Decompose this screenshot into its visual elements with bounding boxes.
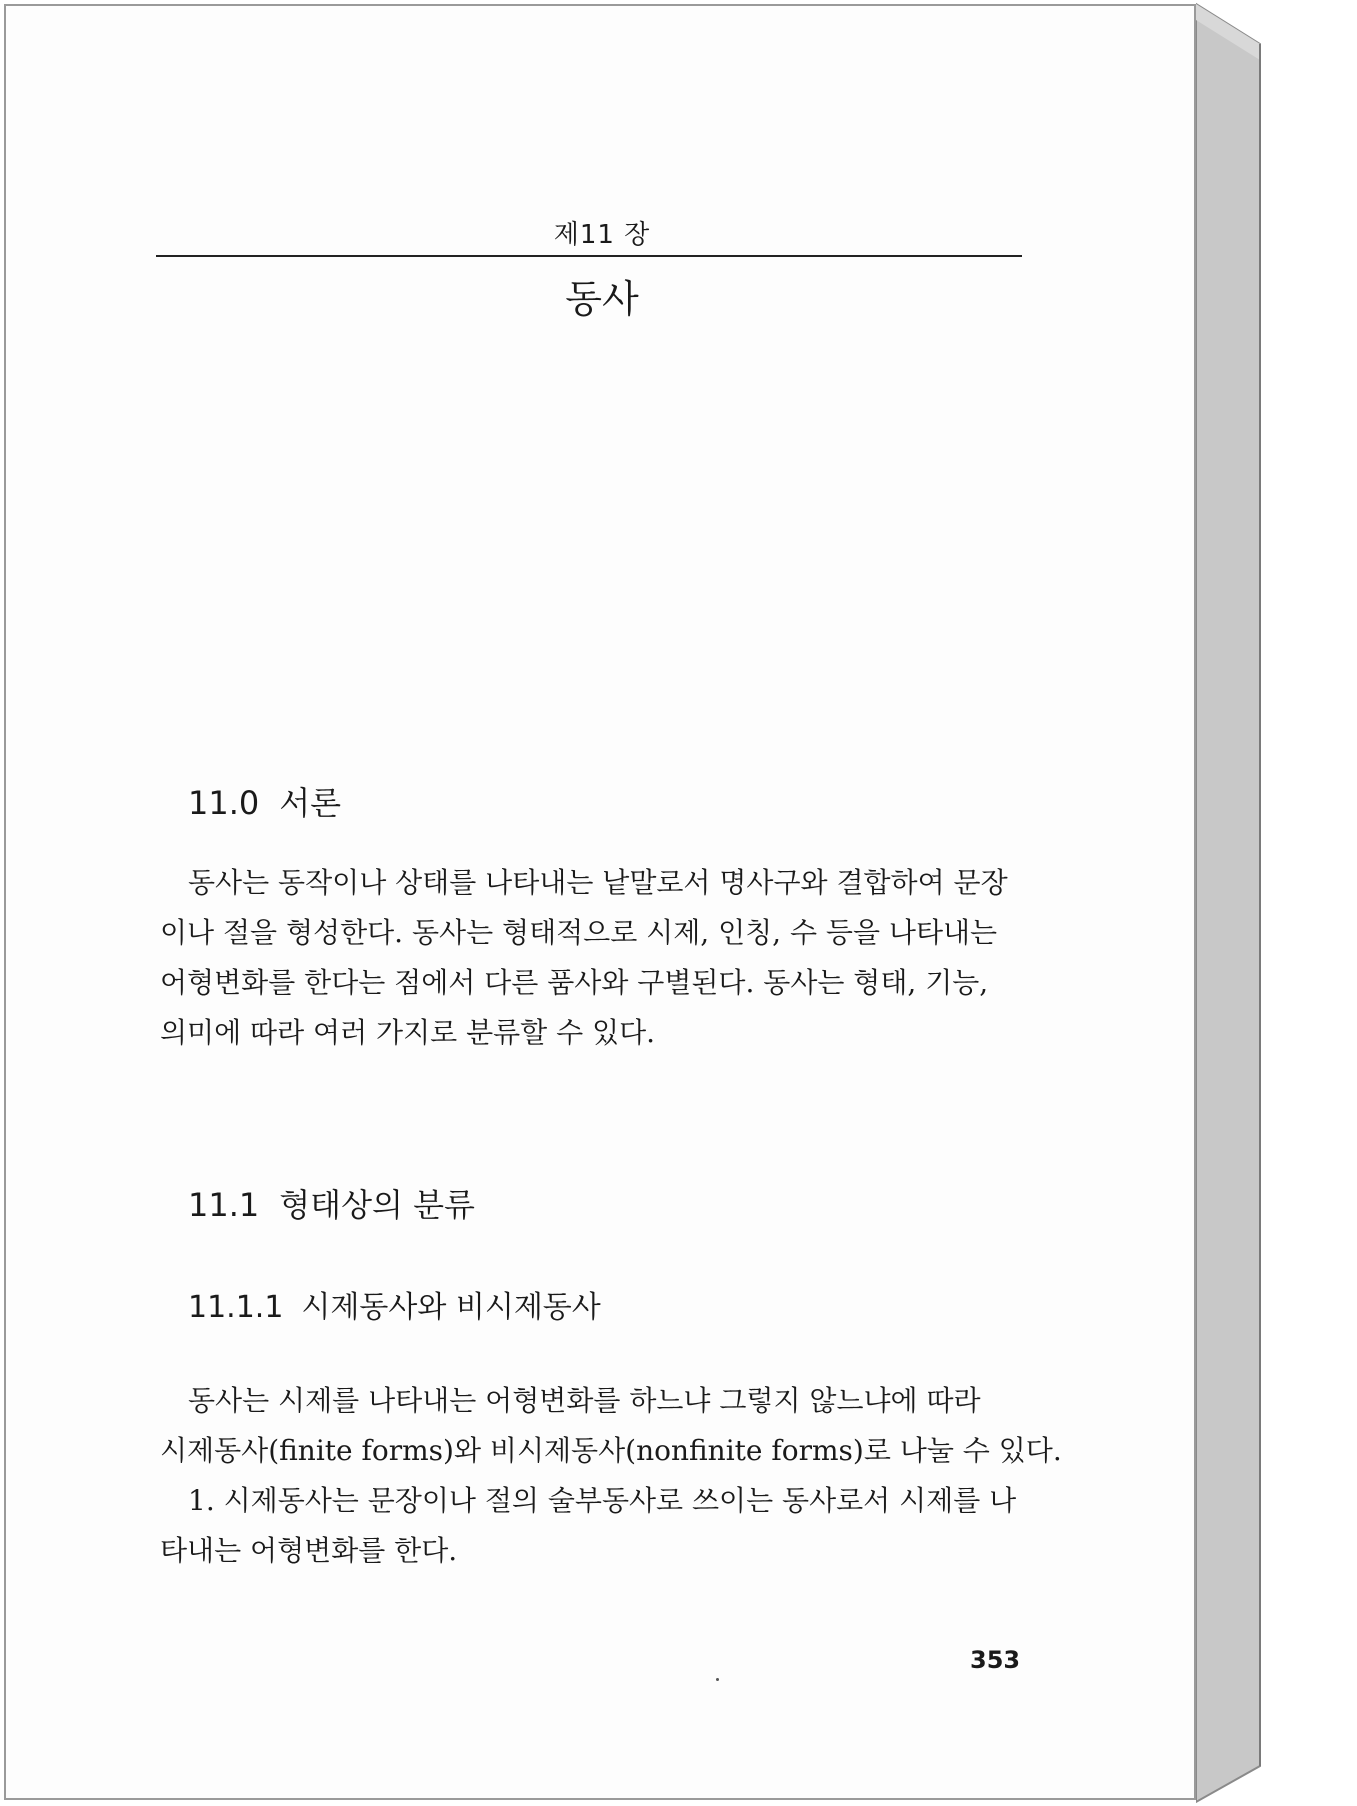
paragraph-line: 의미에 따라 여러 가지로 분류할 수 있다. — [160, 1016, 656, 1049]
subsection-title: 시제동사와 비시제동사 — [301, 1290, 601, 1325]
finite-verb-definition-paragraph — [160, 1476, 1024, 1576]
print-speck — [716, 1678, 719, 1681]
paragraph-line: 이나 절을 형성한다. 동사는 형태적으로 시제, 인칭, 수 등을 나타내는 — [160, 916, 998, 949]
paragraph-line: 시제동사(finite forms)와 비시제동사(nonfinite forms)로 나눌 수 있다. — [160, 1434, 1062, 1467]
paragraph-line: 1. 시제동사는 문장이나 절의 술부동사로 쓰이는 동사로서 시제를 나 — [188, 1484, 1017, 1517]
subsection-heading-11-1-1 — [188, 1282, 601, 1326]
section-heading-11-1 — [188, 1180, 475, 1226]
section-title: 형태상의 분류 — [279, 1186, 475, 1224]
book-page — [4, 4, 1196, 1800]
chapter-label: 제11 장 — [553, 220, 651, 250]
subsection-number: 11.1.1 — [188, 1290, 284, 1325]
intro-paragraph — [160, 858, 1024, 1058]
paragraph-line: 동사는 동작이나 상태를 나타내는 낱말로서 명사구와 결합하여 문장 — [188, 866, 1008, 899]
section-number: 11.1 — [188, 1186, 260, 1224]
page-number: 353 — [970, 1646, 1021, 1674]
paragraph-line: 동사는 시제를 나타내는 어형변화를 하느냐 그렇지 않느냐에 따라 — [188, 1384, 981, 1417]
section-title: 서론 — [279, 784, 342, 822]
section-heading-11-0 — [188, 778, 341, 824]
paragraph-line: 어형변화를 한다는 점에서 다른 품사와 구별된다. 동사는 형태, 기능, — [160, 966, 989, 999]
finite-forms-paragraph — [160, 1376, 1062, 1476]
section-number: 11.0 — [188, 784, 260, 822]
chapter-title: 동사 — [565, 277, 639, 321]
paragraph-line: 타내는 어형변화를 한다. — [160, 1534, 458, 1567]
chapter-divider — [156, 255, 1022, 257]
book-spine — [1196, 0, 1276, 1806]
